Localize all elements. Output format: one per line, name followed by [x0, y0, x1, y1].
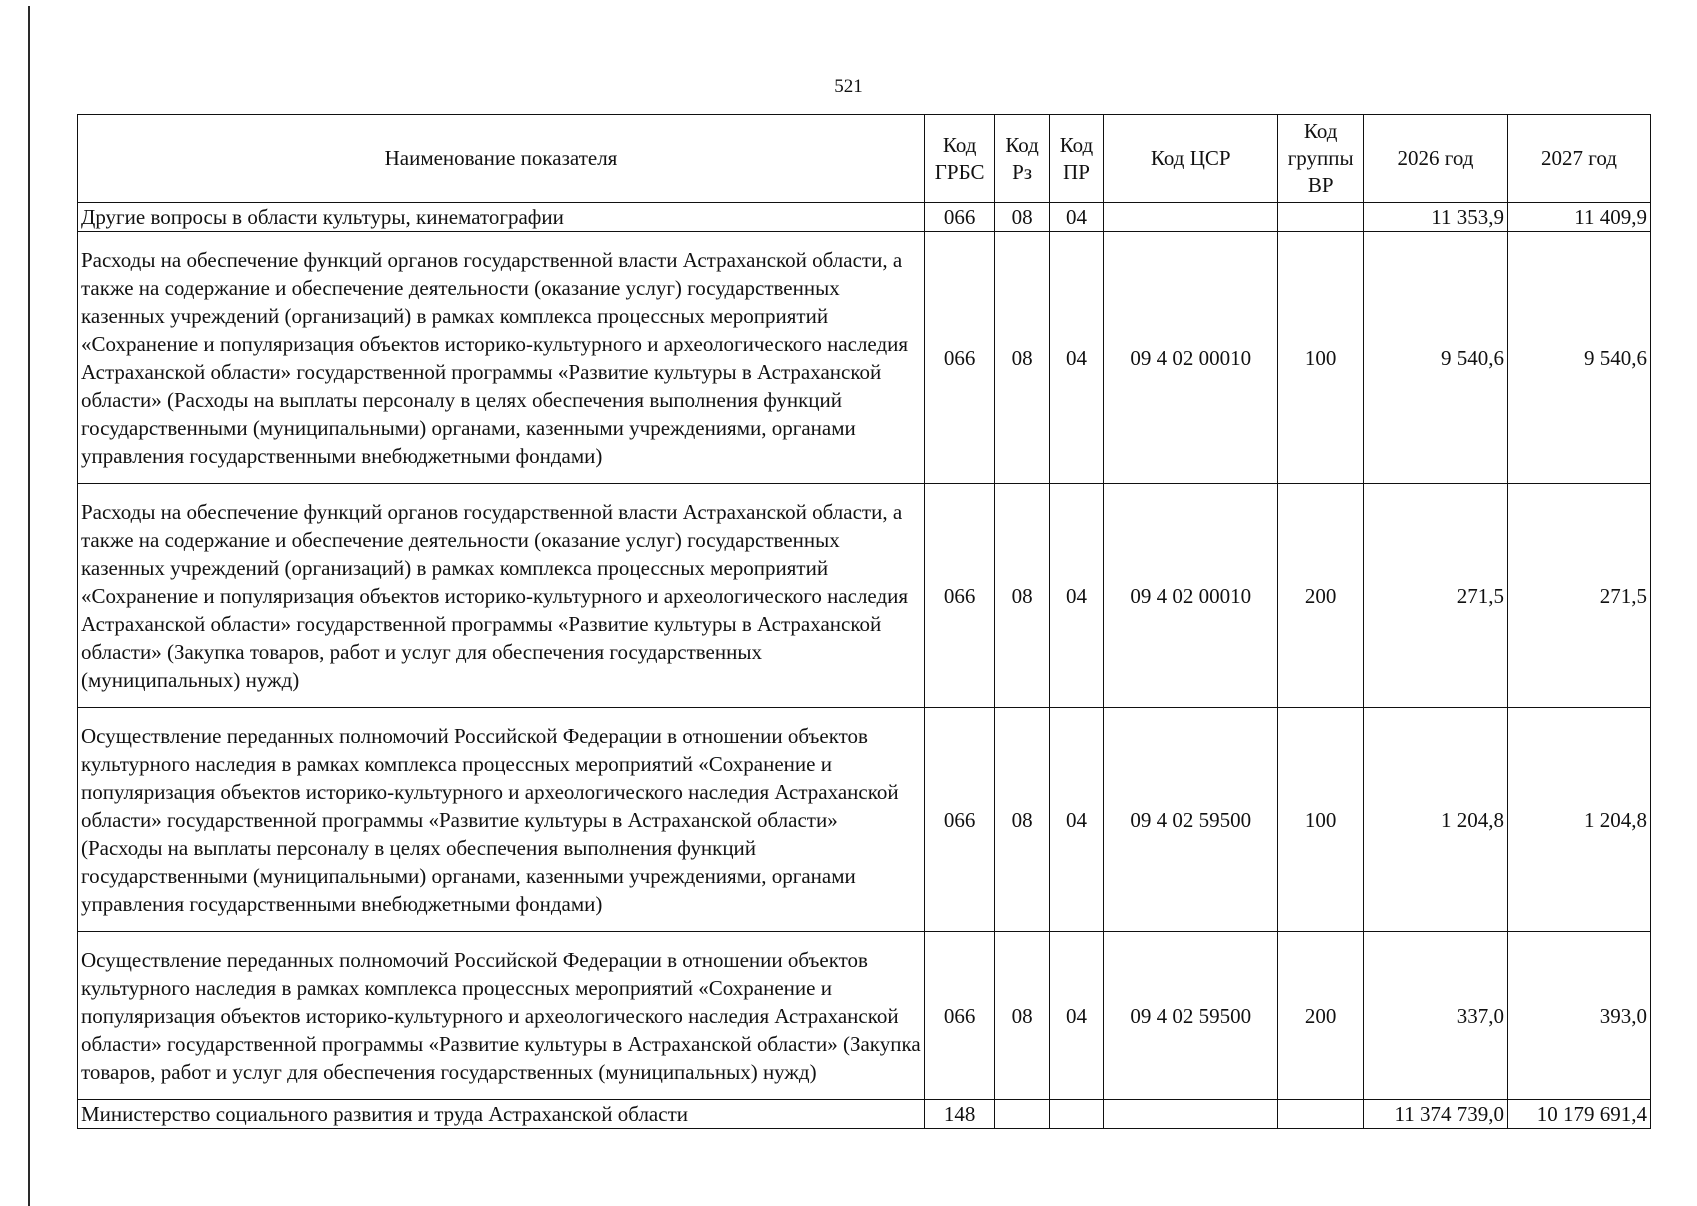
- cell-vr: [1278, 1100, 1364, 1129]
- cell-vr: 200: [1278, 484, 1364, 708]
- cell-rz: 08: [995, 203, 1049, 232]
- header-csr: Код ЦСР: [1104, 115, 1278, 203]
- header-name: Наименование показателя: [78, 115, 925, 203]
- cell-2027: 1 204,8: [1507, 708, 1650, 932]
- cell-2026: 11 353,9: [1363, 203, 1507, 232]
- header-grbs: Код ГРБС: [924, 115, 994, 203]
- cell-vr: [1278, 203, 1364, 232]
- cell-vr: 200: [1278, 932, 1364, 1100]
- cell-csr: [1104, 203, 1278, 232]
- scan-edge-line: [28, 6, 30, 1206]
- table-row: [78, 708, 1651, 932]
- header-2026: 2026 год: [1363, 115, 1507, 203]
- cell-rz: 08: [995, 708, 1049, 932]
- table-header-row: [78, 115, 1651, 203]
- cell-2026: 11 374 739,0: [1363, 1100, 1507, 1129]
- cell-pr: 04: [1049, 932, 1103, 1100]
- cell-name: Расходы на обеспечение функций органов государственной власти Астраханской области, а также на содержание и обеспечение деятельности (оказание услуг) государственных казенных учреждений (организаций) в рамках комплекса процессных мероприятий «Сохранение и популяризация объектов историко-культурного и археологического наследия Астраханской области» государственной программы «Развитие культуры в Астраханской области» (Закупка товаров, работ и услуг для обеспечения государственных (муниципальных) нужд): [78, 484, 925, 708]
- cell-csr: 09 4 02 59500: [1104, 932, 1278, 1100]
- header-pr: Код ПР: [1049, 115, 1103, 203]
- cell-2026: 9 540,6: [1363, 232, 1507, 484]
- cell-pr: 04: [1049, 708, 1103, 932]
- budget-table: [77, 114, 1651, 1129]
- cell-rz: [995, 1100, 1049, 1129]
- table-row: [78, 203, 1651, 232]
- table-row: [78, 932, 1651, 1100]
- cell-rz: 08: [995, 484, 1049, 708]
- table-row: [78, 484, 1651, 708]
- cell-name: Другие вопросы в области культуры, кинематографии: [78, 203, 925, 232]
- cell-2027: 9 540,6: [1507, 232, 1650, 484]
- page-number: 521: [834, 76, 863, 97]
- cell-grbs: 066: [924, 932, 994, 1100]
- cell-2027: 10 179 691,4: [1507, 1100, 1650, 1129]
- header-rz: Код Рз: [995, 115, 1049, 203]
- cell-2027: 393,0: [1507, 932, 1650, 1100]
- cell-grbs: 148: [924, 1100, 994, 1129]
- cell-2027: 271,5: [1507, 484, 1650, 708]
- cell-pr: 04: [1049, 203, 1103, 232]
- cell-csr: [1104, 1100, 1278, 1129]
- cell-csr: 09 4 02 59500: [1104, 708, 1278, 932]
- cell-vr: 100: [1278, 232, 1364, 484]
- cell-2026: 271,5: [1363, 484, 1507, 708]
- cell-name: Расходы на обеспечение функций органов государственной власти Астраханской области, а также на содержание и обеспечение деятельности (оказание услуг) государственных казенных учреждений (организаций) в рамках комплекса процессных мероприятий «Сохранение и популяризация объектов историко-культурного и археологического наследия Астраханской области» государственной программы «Развитие культуры в Астраханской области» (Расходы на выплаты персоналу в целях обеспечения выполнения функций государственными (муниципальными) органами, казенными учреждениями, органами управления государственными внебюджетными фондами): [78, 232, 925, 484]
- cell-name: Осуществление переданных полномочий Российской Федерации в отношении объектов культурного наследия в рамках комплекса процессных мероприятий «Сохранение и популяризация объектов историко-культурного и археологического наследия Астраханской области» государственной программы «Развитие культуры в Астраханской области» (Закупка товаров, работ и услуг для обеспечения государственных (муниципальных) нужд): [78, 932, 925, 1100]
- cell-name: Осуществление переданных полномочий Российской Федерации в отношении объектов культурного наследия в рамках комплекса процессных мероприятий «Сохранение и популяризация объектов историко-культурного и археологического наследия Астраханской области» государственной программы «Развитие культуры в Астраханской области» (Расходы на выплаты персоналу в целях обеспечения выполнения функций государственными (муниципальными) органами, казенными учреждениями, органами управления государственными внебюджетными фондами): [78, 708, 925, 932]
- table-row: [78, 232, 1651, 484]
- header-vr: Код группы ВР: [1278, 115, 1364, 203]
- cell-csr: 09 4 02 00010: [1104, 484, 1278, 708]
- cell-grbs: 066: [924, 203, 994, 232]
- table-row: [78, 1100, 1651, 1129]
- cell-pr: 04: [1049, 232, 1103, 484]
- cell-grbs: 066: [924, 232, 994, 484]
- cell-2027: 11 409,9: [1507, 203, 1650, 232]
- cell-grbs: 066: [924, 708, 994, 932]
- header-2027: 2027 год: [1507, 115, 1650, 203]
- cell-csr: 09 4 02 00010: [1104, 232, 1278, 484]
- cell-pr: 04: [1049, 484, 1103, 708]
- cell-2026: 1 204,8: [1363, 708, 1507, 932]
- cell-grbs: 066: [924, 484, 994, 708]
- cell-name: Министерство социального развития и труда Астраханской области: [78, 1100, 925, 1129]
- cell-rz: 08: [995, 232, 1049, 484]
- cell-pr: [1049, 1100, 1103, 1129]
- cell-vr: 100: [1278, 708, 1364, 932]
- cell-rz: 08: [995, 932, 1049, 1100]
- cell-2026: 337,0: [1363, 932, 1507, 1100]
